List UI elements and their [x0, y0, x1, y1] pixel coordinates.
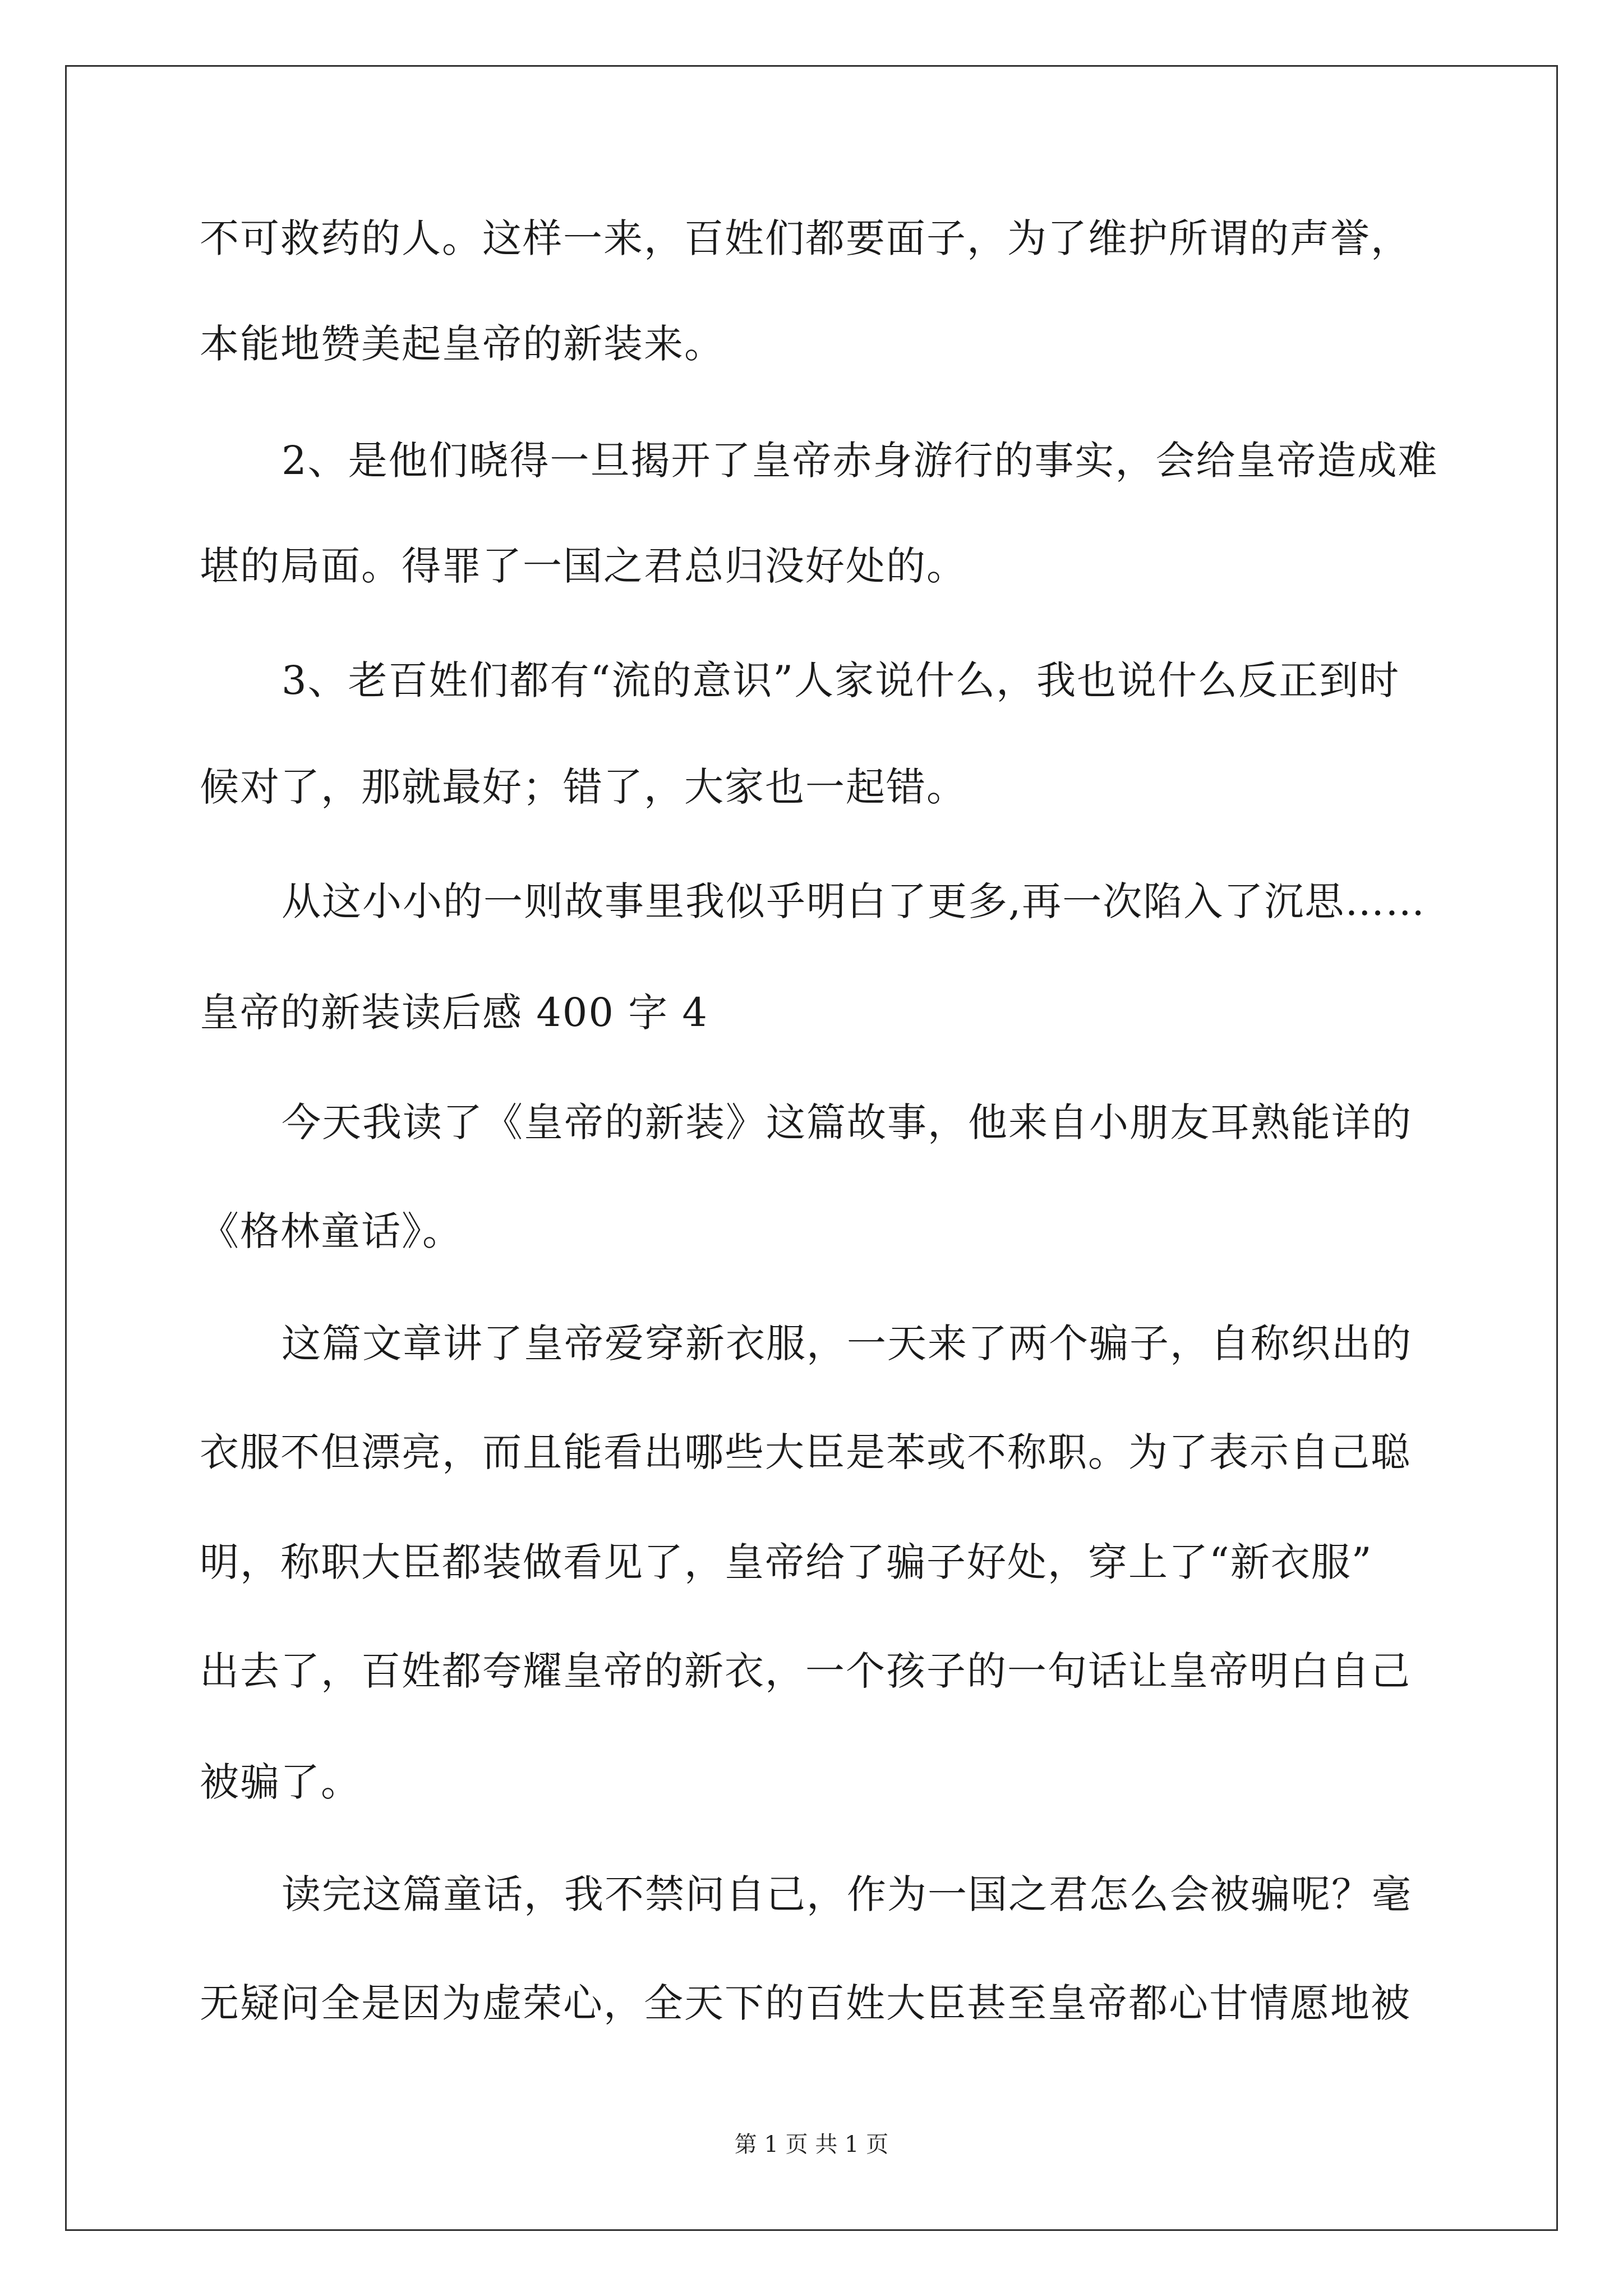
text-line: 候对了，那就最好；错了，大家也一起错。	[200, 764, 967, 810]
text-line: 出去了，百姓都夸耀皇帝的新衣，一个孩子的一句话让皇帝明白自己	[200, 1648, 1411, 1694]
text-line: 被骗了。	[200, 1759, 361, 1805]
text-line: 《格林童话》。	[200, 1208, 463, 1254]
text-line: 堪的局面。得罪了一国之君总归没好处的。	[200, 543, 967, 589]
text-line: 无疑问全是因为虚荣心，全天下的百姓大臣甚至皇帝都心甘情愿地被	[200, 1980, 1411, 2026]
paragraph-start-line: 这篇文章讲了皇帝爱穿新衣服，一天来了两个骗子，自称织出的	[282, 1320, 1412, 1366]
text-line: 衣服不但漂亮，而且能看出哪些大臣是苯或不称职。为了表示自己聪	[200, 1429, 1411, 1475]
text-line: 本能地赞美起皇帝的新装来。	[200, 321, 725, 367]
page-footer: 第 1 页 共 1 页	[734, 2132, 889, 2157]
section-heading: 皇帝的新装读后感 400 字 4	[200, 990, 708, 1036]
paragraph-start-line: 读完这篇童话，我不禁问自己，作为一国之君怎么会被骗呢？毫	[282, 1871, 1412, 1917]
paragraph-start-line: 3、老百姓们都有“流的意识”人家说什么，我也说什么反正到时	[282, 657, 1400, 703]
paragraph-start-line: 从这小小的一则故事里我似乎明白了更多,再一次陷入了沉思……	[282, 878, 1426, 924]
paragraph-start-line: 今天我读了《皇帝的新装》这篇故事，他来自小朋友耳熟能详的	[282, 1099, 1412, 1145]
text-line: 明，称职大臣都装做看见了，皇帝给了骗子好处，穿上了“新衣服”	[200, 1539, 1373, 1585]
text-line: 不可救药的人。这样一来，百姓们都要面子，为了维护所谓的声誉，	[200, 215, 1411, 261]
paragraph-start-line: 2、是他们晓得一旦揭开了皇帝赤身游行的事实，会给皇帝造成难	[282, 438, 1438, 484]
